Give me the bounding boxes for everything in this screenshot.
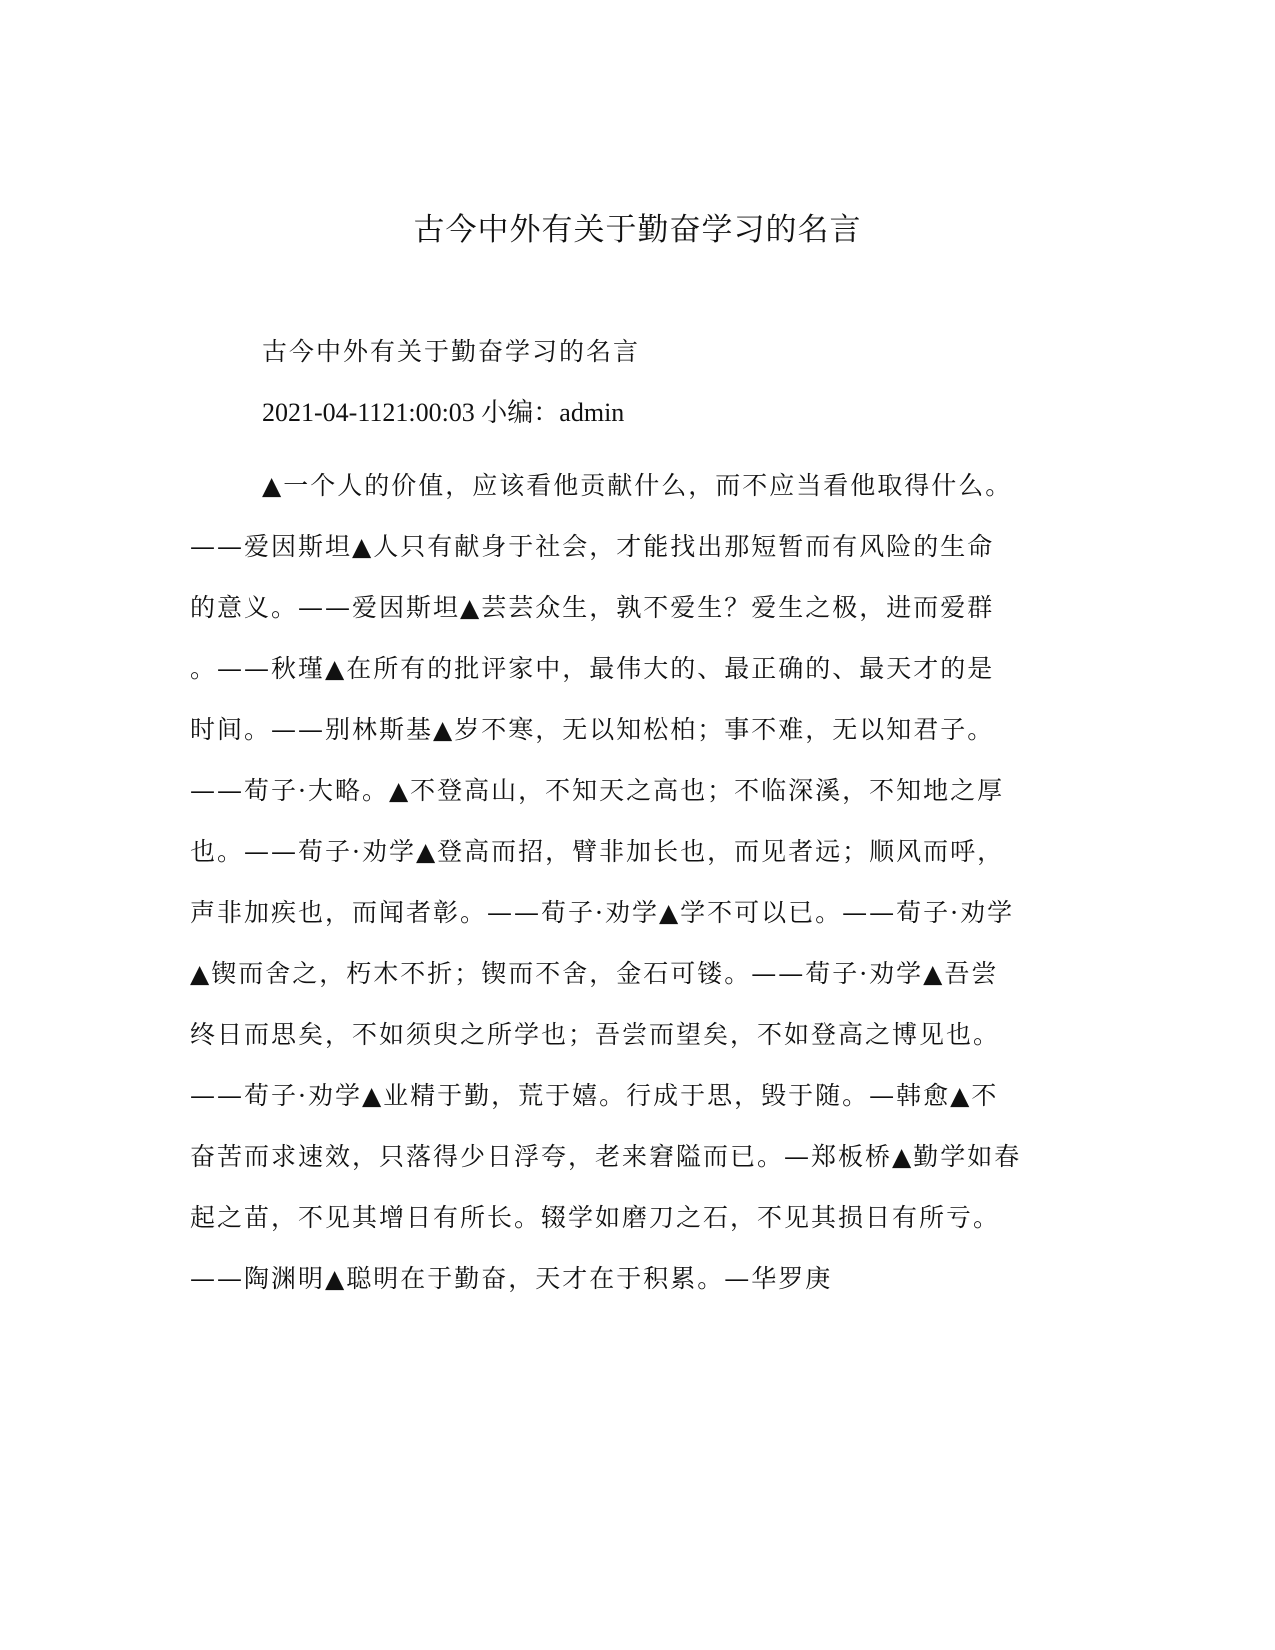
body-line: 也。——荀子·劝学▲登高而招，臂非加长也，而见者远；顺风而呼， [190,837,1005,866]
body-line: ▲一个人的价值，应该看他贡献什么，而不应当看他取得什么。 [262,471,1013,500]
body-line: ——陶渊明▲聪明在于勤奋，天才在于积累。—华罗庚 [190,1264,833,1293]
document-meta: 2021-04-1121:00:03 小编：admin [262,398,625,427]
body-line: 起之苗，不见其增日有所长。辍学如磨刀之石，不见其损日有所亏。 [190,1203,1001,1232]
document-subtitle: 古今中外有关于勤奋学习的名言 [262,337,641,366]
body-line: 终日而思矣，不如须臾之所学也；吾尝而望矣，不如登高之博见也。 [190,1020,1001,1049]
body-line: 奋苦而求速效，只落得少日浮夸，老来窘隘而已。—郑板桥▲勤学如春 [190,1142,1022,1171]
body-line: 的意义。——爱因斯坦▲芸芸众生，孰不爱生？爱生之极，进而爱群 [190,593,995,622]
body-line: 。——秋瑾▲在所有的批评家中，最伟大的、最正确的、最天才的是 [190,654,995,683]
body-line: ——爱因斯坦▲人只有献身于社会，才能找出那短暂而有风险的生命 [190,532,995,561]
body-line: 声非加疾也，而闻者彰。——荀子·劝学▲学不可以已。——荀子·劝学 [190,898,1015,927]
document-body [190,455,1090,1309]
document-title: 古今中外有关于勤奋学习的名言 [413,212,862,248]
body-line: ▲锲而舍之，朽木不折；锲而不舍，金石可镂。——荀子·劝学▲吾尝 [190,959,999,988]
body-line: ——荀子·大略。▲不登高山，不知天之高也；不临深溪，不知地之厚 [190,776,1005,805]
body-line: 时间。——别林斯基▲岁不寒，无以知松柏；事不难，无以知君子。 [190,715,995,744]
body-line: ——荀子·劝学▲业精于勤，荒于嬉。行成于思，毁于随。—韩愈▲不 [190,1081,999,1110]
